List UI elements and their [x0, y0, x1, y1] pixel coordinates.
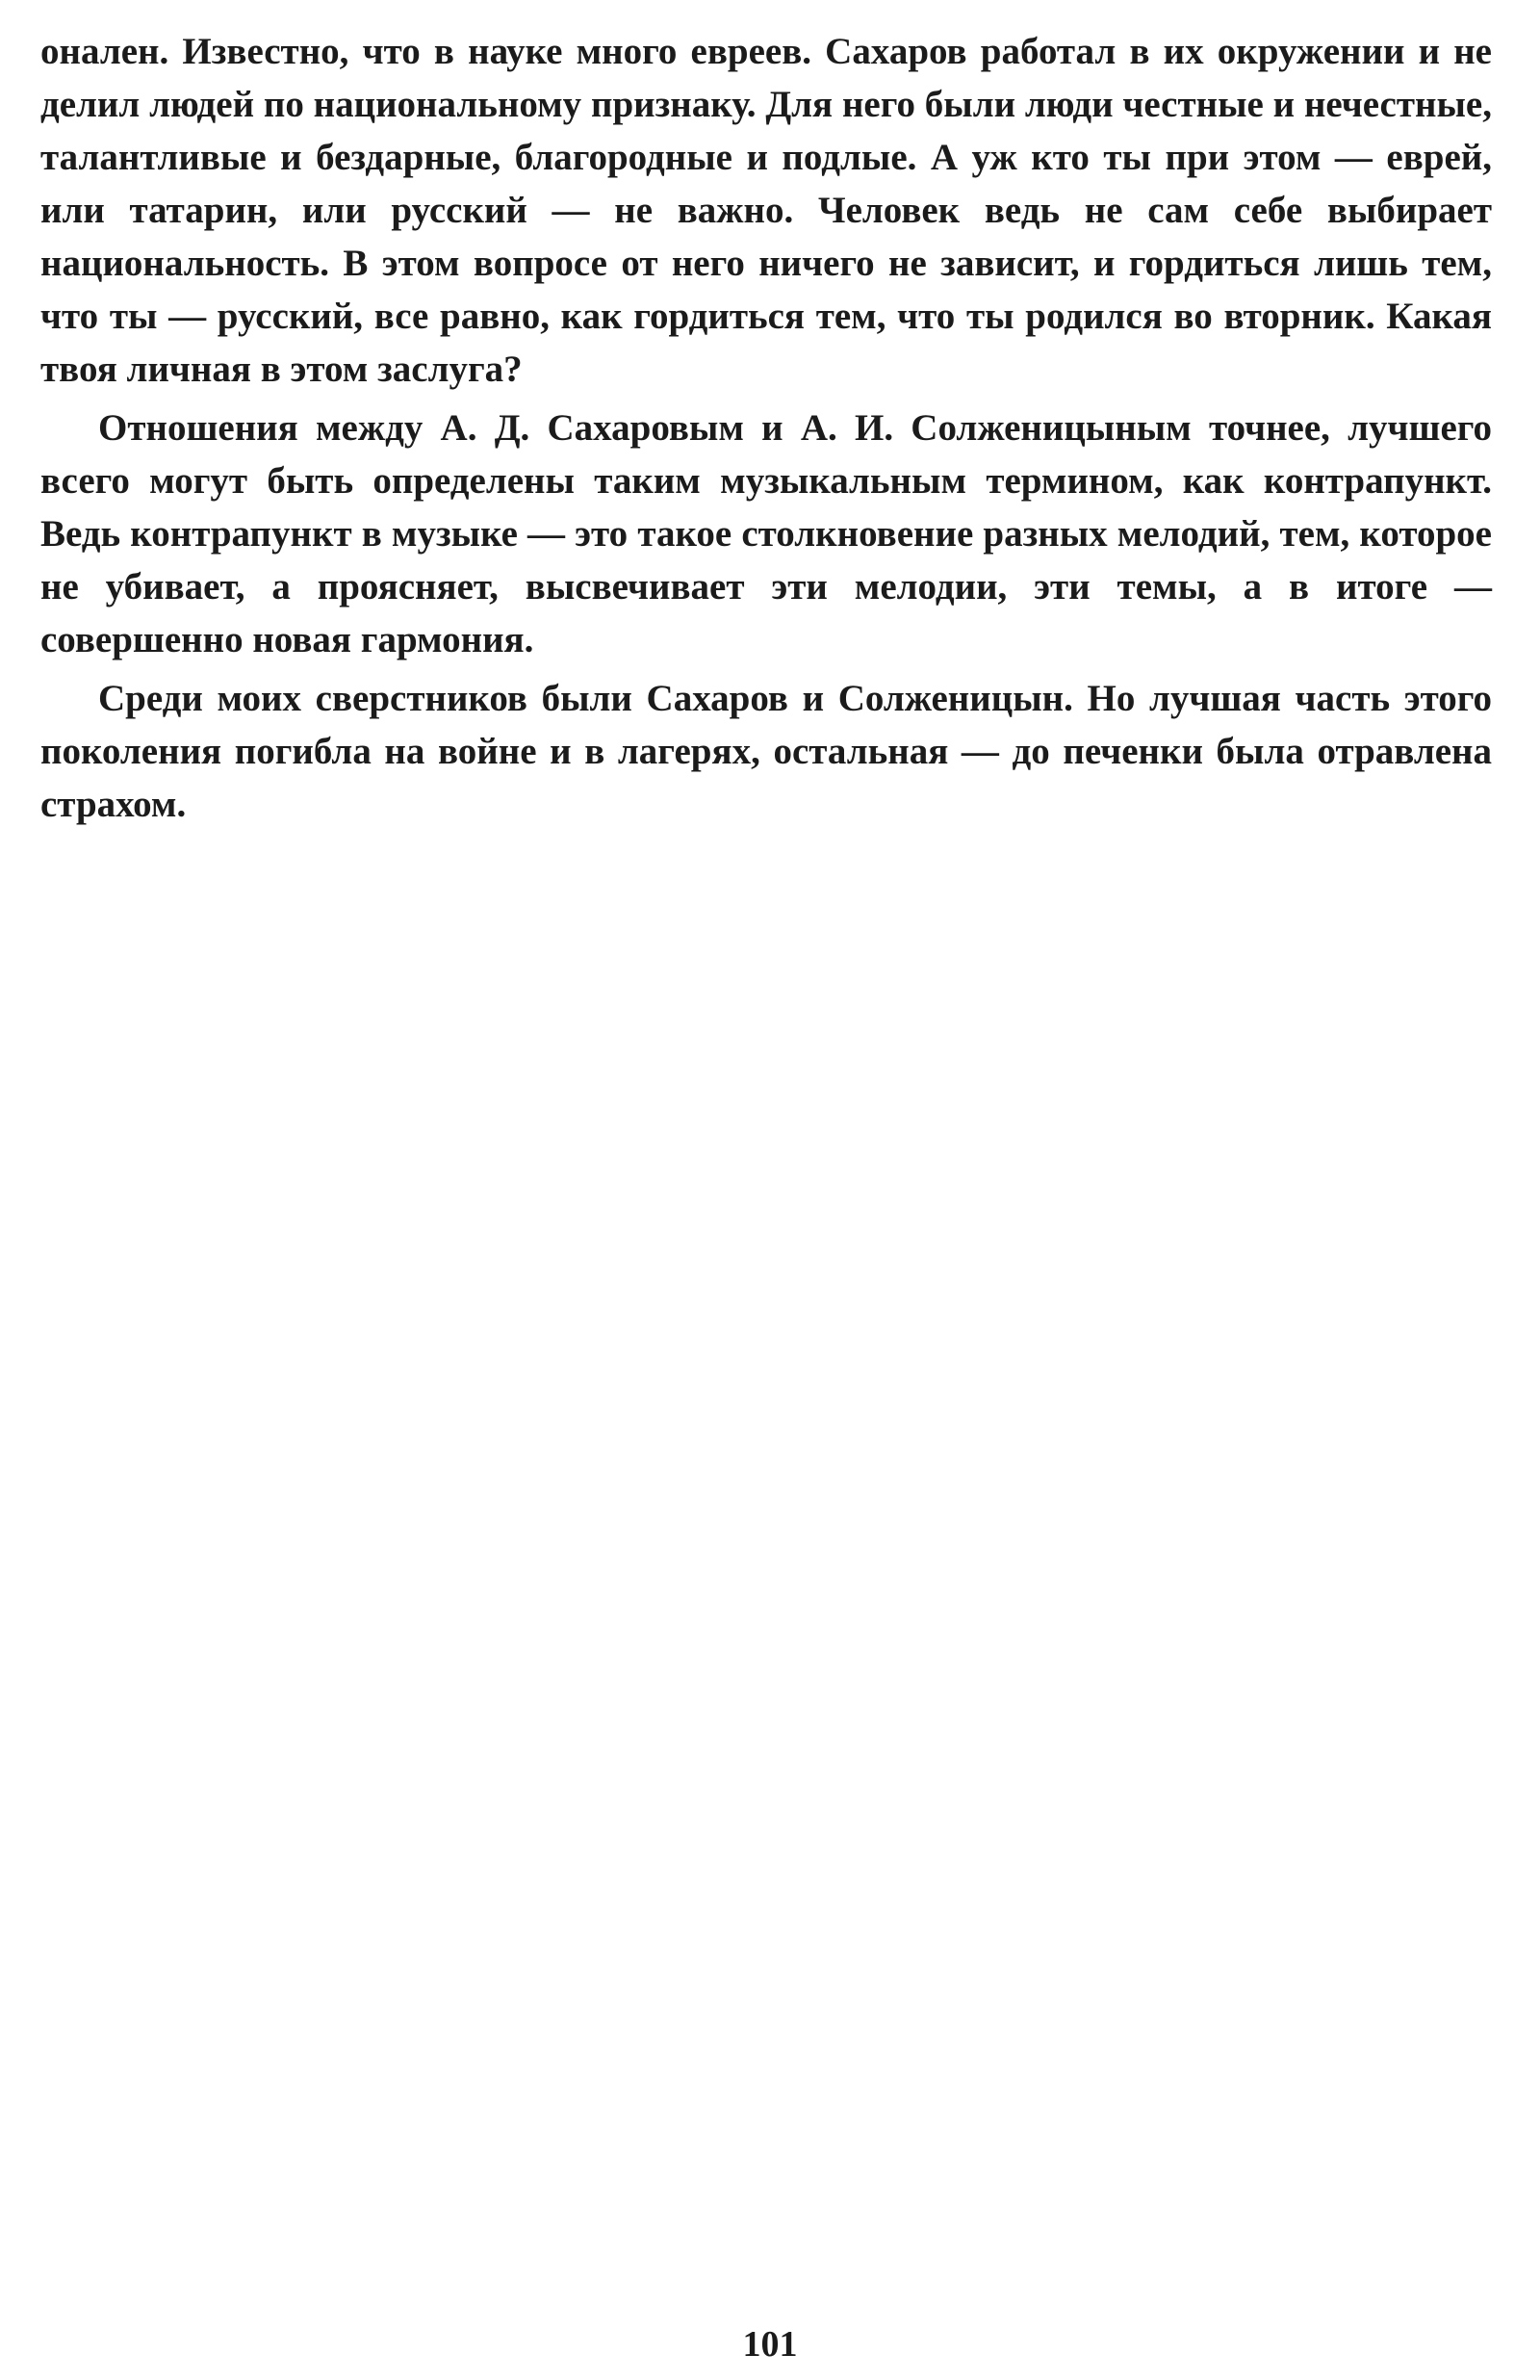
- paragraph-sakharov-solzhenitsyn: Отношения между А. Д. Сахаровым и А. И. Солженицыным точнее, лучшего всего могут быть определены таким музыкальным термином, как контрапункт. Ведь контрапункт в музыке — это такое столкновение разных мелодий, тем, которое не убивает, а проясняет, высвечивает эти мелодии, эти темы, а в итоге — совершенно новая гармония.: [40, 407, 1492, 660]
- body-text: [40, 25, 1492, 831]
- paragraph-generation: Среди моих сверстников были Сахаров и Солженицын. Но лучшая часть этого поколения погибла на войне и в лагерях, остальная — до печенки была отравлена страхом.: [40, 678, 1492, 825]
- page-number: 101: [742, 2324, 798, 2365]
- paragraph-continuation: онален. Известно, что в науке много евреев. Сахаров работал в их окружении и не делил людей по национальному признаку. Для него были люди честные и нечестные, талантливые и бездарные, благородные и подлые. А уж кто ты при этом — еврей, или татарин, или русский — не важно. Человек ведь не сам себе выбирает национальность. В этом вопросе от него ничего не зависит, и гордиться лишь тем, что ты — русский, все равно, как гордиться тем, что ты родился во вторник. Какая твоя личная в этом заслуга?: [40, 31, 1492, 390]
